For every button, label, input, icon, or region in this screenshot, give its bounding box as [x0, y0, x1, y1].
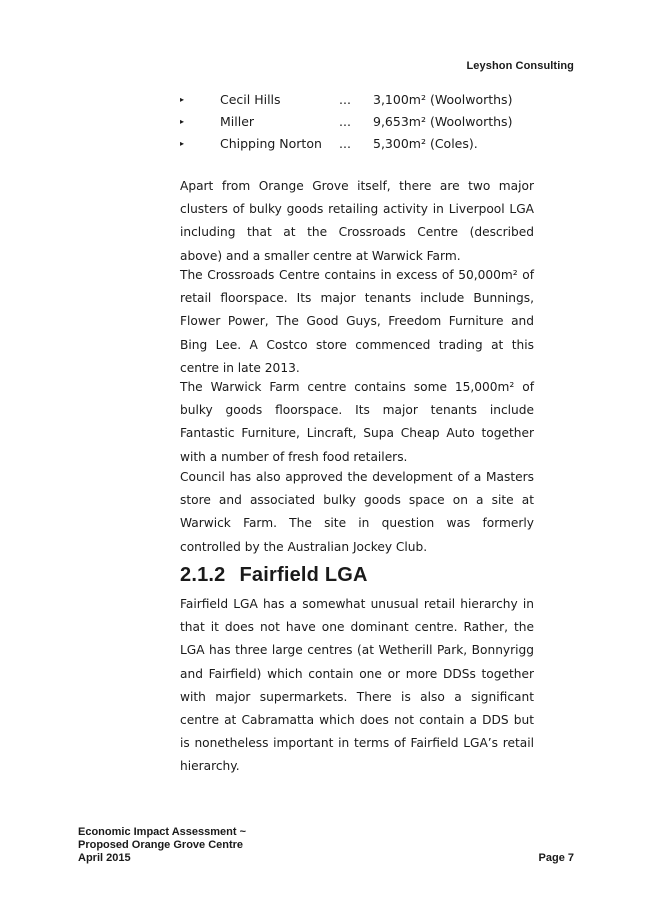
page-number	[539, 852, 574, 864]
paragraph-masters-store: Council has also approved the development of a Masters store and associated bulky goods space on a site at Warwick Farm. The site in question was formerly controlled by the Australian Jockey Club.	[180, 470, 534, 554]
paragraph-crossroads-centre: The Crossroads Centre contains in excess of 50,000m² of retail floorspace. Its major tenants include Bunnings, Flower Power, The Good Guys, Freedom Furniture and Bing Lee. A Costco store commenced trading at this centre in late 2013.	[180, 268, 534, 375]
bullet-arrow-icon: ▸	[180, 94, 185, 104]
section-heading	[180, 564, 368, 587]
footer-report-title: Economic Impact Assessment ~	[78, 826, 247, 838]
list-item	[180, 88, 560, 110]
footer-date: April 2015	[78, 852, 131, 864]
list-item-place: Chipping Norton	[220, 135, 322, 151]
paragraph-fairfield-hierarchy: Fairfield LGA has a somewhat unusual retail hierarchy in that it does not have one dominant centre. Rather, the LGA has three large centres (at Wetherill Park, Bonnyrigg and Fairfield) which contain one or more DDSs together with major supermarkets. There is also a significant centre at Cabramatta which does not contain a DDS but is nonetheless important in terms of Fairfield LGA’s retail hierarchy.	[180, 597, 534, 774]
footer-project-name: Proposed Orange Grove Centre	[78, 839, 244, 851]
document-footer	[78, 826, 246, 865]
paragraph-bulky-goods-clusters: Apart from Orange Grove itself, there are two major clusters of bulky goods retailing activity in Liverpool LGA including that at the Crossroads Centre (described above) and a smaller centre at Warwick Farm.	[180, 179, 534, 263]
list-item-dots: ...	[339, 91, 351, 107]
list-item-place: Miller	[220, 113, 255, 129]
paragraph-warwick-farm: The Warwick Farm centre contains some 15,000m² of bulky goods floorspace. Its major tenants include Fantastic Furniture, Lincraft, Supa Cheap Auto together with a number of fresh food retailers.	[180, 380, 534, 464]
list-item	[180, 110, 560, 132]
bullet-arrow-icon: ▸	[180, 116, 185, 126]
list-item-value: 5,300m² (Coles).	[373, 135, 478, 151]
company-header: Leyshon Consulting	[466, 60, 574, 72]
section-title: Fairfield LGA	[239, 564, 368, 586]
supermarket-list	[180, 88, 560, 154]
bullet-arrow-icon: ▸	[180, 138, 185, 148]
page-number-value: 7	[567, 852, 574, 864]
list-item-value: 3,100m² (Woolworths)	[373, 91, 513, 107]
list-item-value: 9,653m² (Woolworths)	[373, 113, 513, 129]
list-item-dots: ...	[339, 135, 351, 151]
section-number: 2.1.2	[180, 564, 226, 586]
page-label: Page	[538, 852, 565, 864]
list-item	[180, 132, 560, 154]
list-item-dots: ...	[339, 113, 351, 129]
list-item-place: Cecil Hills	[220, 91, 281, 107]
